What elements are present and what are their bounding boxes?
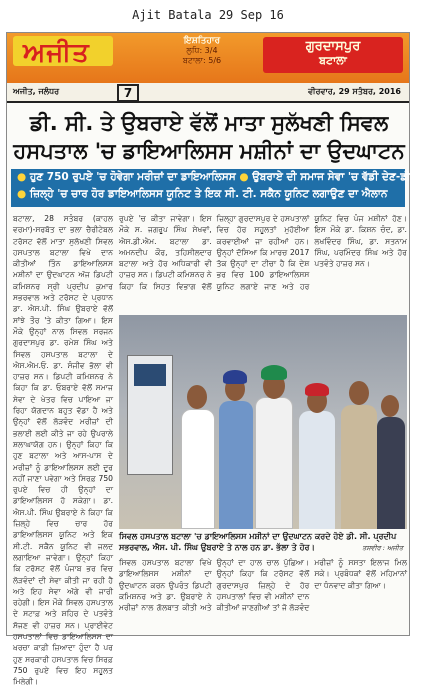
dateline-date: ਵੀਰਵਾਰ, 29 ਸਤੰਬਰ, 2016 xyxy=(308,87,401,96)
masthead-ad-line-1: ਲੁਧਿ: 3/4 xyxy=(186,46,218,55)
dialysis-machine-image xyxy=(127,355,173,475)
machine-screen xyxy=(134,364,166,386)
subhead-row-1 xyxy=(11,169,428,186)
headline xyxy=(13,109,405,165)
dateline-bar xyxy=(7,83,409,103)
turban-icon xyxy=(261,365,287,380)
article-columns-top: ਰੁਪਏ 'ਚ ਕੀਤਾ ਜਾਵੇਗਾ। ਇਸ ਮੌਕੇ ਸ. ਜਗਰੂਪ ਸਿੰਘ ਸੇਖਵਾਂ, ਐਸ.ਡੀ.ਐਮ. ਬਟਾਲਾ ਡਾ. ਅਮਨਦੀਪ ਕੌਰ, ਤਹਿਸੀਲਦਾਰ ਬਟਾਲਾ ਅਤੇ ਹੋਰ ਅਧਿਕਾਰੀ ਵੀ ਹਾਜ਼ਰ ਸਨ। ਡਿਪਟੀ ਕਮਿਸ਼ਨਰ ਨੇ ਕਿਹਾ ਕਿ ਸਿਹਤ ਵਿਭਾਗ ਵੱਲੋਂ ਜ਼ਿਲ੍ਹਾ ਗੁਰਦਾਸਪੁਰ ਦੇ ਹਸਪਤਾਲਾਂ ਵਿਚ ਹੋਰ ਸਹੂਲਤਾਂ ਮੁਹੱਈਆ ਕਰਵਾਈਆਂ ਜਾ ਰਹੀਆਂ ਹਨ। ਉਨ੍ਹਾਂ ਦੱਸਿਆ ਕਿ ਮਾਰਚ 2017 ਤੱਕ ਉਨ੍ਹਾਂ ਦਾ ਟੀਚਾ ਹੈ ਕਿ ਦੇਸ਼ ਭਰ ਵਿਚ 100 ਡਾਇਆਲਿਸਸ ਯੂਨਿਟ ਲਗਾਏ ਜਾਣ ਅਤੇ ਹਰ ਯੂਨਿਟ ਵਿਚ ਪੰਜ ਮਸ਼ੀਨਾਂ ਹੋਣ। ਇਸ ਮੌਕੇ ਡਾ. ਕਿਸ਼ਨ ਚੰਦ, ਡਾ. ਲਖਵਿੰਦਰ ਸਿੰਘ, ਡਾ. ਸਤਨਾਮ ਸਿੰਘ, ਪਰਮਿੰਦਰ ਸਿੰਘ ਅਤੇ ਹੋਰ ਪਤਵੰਤੇ ਹਾਜ਼ਰ ਸਨ। xyxy=(119,214,407,291)
person-figure xyxy=(219,401,253,529)
headline-line-2: ਹਸਪਤਾਲ 'ਚ ਡਾਇਆਲਿਸਸ ਮਸ਼ੀਨਾਂ ਦਾ ਉਦਘਾਟਨ xyxy=(13,139,405,163)
headline-line-1: ਡੀ. ਸੀ. ਤੇ ਉਬਰਾਏ ਵੱਲੋਂ ਮਾਤਾ ਸੁਲੱਖਣੀ ਸਿਵਲ xyxy=(29,111,389,135)
masthead-ad-box xyxy=(147,36,257,76)
person-figure xyxy=(255,397,293,529)
masthead xyxy=(7,33,409,83)
page-number: 7 xyxy=(117,84,139,102)
news-photo xyxy=(119,315,407,529)
subhead-1: ਹੁਣ 750 ਰੁਪਏ 'ਚ ਹੋਵੇਗਾ ਮਰੀਜ਼ਾਂ ਦਾ ਡਾਇਆਲਿਸਸ xyxy=(29,171,236,183)
subhead-3: ਜ਼ਿਲ੍ਹੇ 'ਚ ਚਾਰ ਹੋਰ ਡਾਇਆਲਿਸਸ ਯੂਨਿਟ ਤੇ ਇਕ ਸੀ. ਟੀ. ਸਕੈਨ ਯੂਨਿਟ ਲਗਾਉਣ ਦਾ ਐਲਾਨ xyxy=(29,188,388,200)
person-figure xyxy=(377,417,405,529)
page-caption: Ajit Batala 29 Sep 16 xyxy=(132,8,284,22)
subhead-row-2 xyxy=(11,186,405,203)
masthead-ad-title: ਇਸ਼ਤਿਹਾਰ xyxy=(183,36,221,46)
article-column-1: ਬਟਾਲਾ, 28 ਸਤੰਬਰ (ਕਾਹਲ ਵਰਮਾ)-ਸਰਬੱਤ ਦਾ ਭਲਾ ਚੈਰੀਟੇਬਲ ਟਰੱਸਟ ਵੱਲੋਂ ਮਾਤਾ ਸੁਲੱਖਣੀ ਸਿਵਲ ਹਸਪਤਾਲ ਬਟਾਲਾ ਵਿਖੇ ਦਾਨ ਕੀਤੀਆਂ ਤਿੰਨ ਡਾਇਆਲਿਸਸ ਮਸ਼ੀਨਾਂ ਦਾ ਉਦਘਾਟਨ ਅੱਜ ਡਿਪਟੀ ਕਮਿਸ਼ਨਰ ਸ੍ਰੀ ਪ੍ਰਦੀਪ ਕੁਮਾਰ ਸਭਰਵਾਲ ਅਤੇ ਟਰੱਸਟ ਦੇ ਪ੍ਰਧਾਨ ਡਾ. ਐਸ.ਪੀ. ਸਿੰਘ ਉਬਰਾਏ ਵੱਲੋਂ ਸਾਂਝੇ ਤੌਰ 'ਤੇ ਕੀਤਾ ਗਿਆ। ਇਸ ਮੌਕੇ ਉਨ੍ਹਾਂ ਨਾਲ ਸਿਵਲ ਸਰਜਨ ਗੁਰਦਾਸਪੁਰ ਡਾ. ਰਮੇਸ਼ ਸਿੰਘ ਅਤੇ ਸਿਵਲ ਹਸਪਤਾਲ ਬਟਾਲਾ ਦੇ ਐਸ.ਐਮ.ਓ. ਡਾ. ਸੰਜੀਵ ਭੱਲਾ ਵੀ ਹਾਜ਼ਰ ਸਨ। ਡਿਪਟੀ ਕਮਿਸ਼ਨਰ ਨੇ ਕਿਹਾ ਕਿ ਡਾ. ਓਬਰਾਏ ਵੱਲੋਂ ਸਮਾਜ ਸੇਵਾ ਦੇ ਖੇਤਰ ਵਿਚ ਪਾਇਆ ਜਾ ਰਿਹਾ ਯੋਗਦਾਨ ਬਹੁਤ ਵੱਡਾ ਹੈ ਅਤੇ ਉਨ੍ਹਾਂ ਵੱਲੋਂ ਲੋੜਵੰਦ ਮਰੀਜ਼ਾਂ ਦੀ ਭਲਾਈ ਲਈ ਕੀਤੇ ਜਾ ਰਹੇ ਉਪਰਾਲੇ ਸ਼ਲਾਘਾਯੋਗ ਹਨ। ਉਨ੍ਹਾਂ ਕਿਹਾ ਕਿ ਹੁਣ ਬਟਾਲਾ ਅਤੇ ਆਸ-ਪਾਸ ਦੇ ਮਰੀਜ਼ਾਂ ਨੂੰ ਡਾਇਆਲਿਸਸ ਲਈ ਦੂਰ ਨਹੀਂ ਜਾਣਾ ਪਵੇਗਾ ਅਤੇ ਸਿਰਫ਼ 750 ਰੁਪਏ ਵਿਚ ਹੀ ਉਨ੍ਹਾਂ ਦਾ ਡਾਇਆਲਿਸਸ ਹੋ ਸਕੇਗਾ। ਡਾ. ਐਸ.ਪੀ. ਸਿੰਘ ਉਬਰਾਏ ਨੇ ਕਿਹਾ ਕਿ ਜ਼ਿਲ੍ਹੇ ਵਿਚ ਚਾਰ ਹੋਰ ਡਾਇਆਲਿਸਸ ਯੂਨਿਟ ਅਤੇ ਇਕ ਸੀ.ਟੀ. ਸਕੈਨ ਯੂਨਿਟ ਵੀ ਜਲਦ ਲਗਾਇਆ ਜਾਵੇਗਾ। ਉਨ੍ਹਾਂ ਕਿਹਾ ਕਿ ਟਰੱਸਟ ਵੱਲੋਂ ਪੰਜਾਬ ਭਰ ਵਿਚ ਲੋੜਵੰਦਾਂ ਦੀ ਸੇਵਾ ਕੀਤੀ ਜਾ ਰਹੀ ਹੈ ਅਤੇ ਇਹ ਸੇਵਾ ਅੱਗੇ ਵੀ ਜਾਰੀ ਰਹੇਗੀ। ਇਸ ਮੌਕੇ ਸਿਵਲ ਹਸਪਤਾਲ ਦੇ ਸਟਾਫ਼ ਅਤੇ ਸ਼ਹਿਰ ਦੇ ਪਤਵੰਤੇ ਸੱਜਣ ਵੀ ਹਾਜ਼ਰ ਸਨ। ਪ੍ਰਾਈਵੇਟ ਹਸਪਤਾਲਾਂ ਵਿਚ ਡਾਇਆਲਿਸਸ ਦਾ ਖ਼ਰਚਾ ਕਾਫ਼ੀ ਜ਼ਿਆਦਾ ਹੁੰਦਾ ਹੈ ਪਰ ਹੁਣ ਸਰਕਾਰੀ ਹਸਪਤਾਲ ਵਿਚ ਸਿਰਫ਼ 750 ਰੁਪਏ ਵਿਚ ਇਹ ਸਹੂਲਤ ਮਿਲੇਗੀ। xyxy=(13,214,113,687)
person-figure xyxy=(181,409,215,529)
turban-icon xyxy=(223,370,247,384)
person-head xyxy=(349,381,369,405)
bullet-icon: ● xyxy=(17,171,30,183)
photo-caption xyxy=(119,531,407,555)
person-head xyxy=(381,395,399,417)
subheads-bar xyxy=(11,169,428,207)
bullet-icon: ● xyxy=(17,188,30,200)
article-columns-bottom: ਸਿਵਲ ਹਸਪਤਾਲ ਬਟਾਲਾ ਵਿਖੇ ਡਾਇਆਲਿਸਸ ਮਸ਼ੀਨਾਂ ਦਾ ਉਦਘਾਟਨ ਕਰਨ ਉਪਰੰਤ ਡਿਪਟੀ ਕਮਿਸ਼ਨਰ ਅਤੇ ਡਾ. ਉਬਰਾਏ ਨੇ ਮਰੀਜ਼ਾਂ ਨਾਲ ਗੱਲਬਾਤ ਕੀਤੀ ਅਤੇ ਉਨ੍ਹਾਂ ਦਾ ਹਾਲ ਚਾਲ ਪੁੱਛਿਆ। ਉਨ੍ਹਾਂ ਕਿਹਾ ਕਿ ਟਰੱਸਟ ਵੱਲੋਂ ਗੁਰਦਾਸਪੁਰ ਜ਼ਿਲ੍ਹੇ ਦੇ ਹੋਰ ਹਸਪਤਾਲਾਂ ਵਿਚ ਵੀ ਮਸ਼ੀਨਾਂ ਦਾਨ ਕੀਤੀਆਂ ਜਾਣਗੀਆਂ ਤਾਂ ਜੋ ਲੋੜਵੰਦ ਮਰੀਜ਼ਾਂ ਨੂੰ ਸਸਤਾ ਇਲਾਜ ਮਿਲ ਸਕੇ। ਪ੍ਰਬੰਧਕਾਂ ਵੱਲੋਂ ਮਹਿਮਾਨਾਂ ਦਾ ਧੰਨਵਾਦ ਕੀਤਾ ਗਿਆ। xyxy=(119,558,407,613)
person-head xyxy=(187,385,207,409)
region-name: ਗੁਰਦਾਸਪੁਰ xyxy=(305,39,361,54)
newspaper-logo: ਅਜੀਤ xyxy=(23,38,90,68)
dateline-paper: ਅਜੀਤ, ਜਲੰਧਰ xyxy=(13,87,60,96)
person-figure xyxy=(341,405,377,529)
bullet-icon: ● xyxy=(239,171,253,183)
logo-panel xyxy=(13,36,113,66)
photo-caption-text: ਸਿਵਲ ਹਸਪਤਾਲ ਬਟਾਲਾ 'ਚ ਡਾਇਆਲਿਸਸ ਮਸ਼ੀਨਾਂ ਦਾ ਉਦਘਾਟਨ ਕਰਦੇ ਹੋਏ ਡੀ. ਸੀ. ਪ੍ਰਦੀਪ ਸਭਰਵਾਲ, ਐਸ. ਪੀ. ਸਿੰਘ ਉਬਰਾਏ ਤੇ ਨਾਲ ਹਨ ਡਾ. ਭੱਲਾ ਤੇ ਹੋਰ। xyxy=(119,532,397,552)
newspaper-clipping xyxy=(6,32,428,687)
city-name: ਬਟਾਲਾ xyxy=(319,54,347,67)
person-figure xyxy=(299,411,335,529)
subhead-2: ਉਬਰਾਏ ਦੀ ਸਮਾਜ ਸੇਵਾ 'ਚ ਵੱਡੀ ਦੇਣ-ਡੀ. ਸੀ xyxy=(252,171,428,183)
masthead-ad-line-2: ਬਟਾਲਾ: 5/6 xyxy=(182,56,222,65)
photo-credit: ਤਸਵੀਰ : ਅਜੀਤ xyxy=(362,544,403,552)
region-banner xyxy=(263,37,403,73)
turban-icon xyxy=(305,383,329,396)
